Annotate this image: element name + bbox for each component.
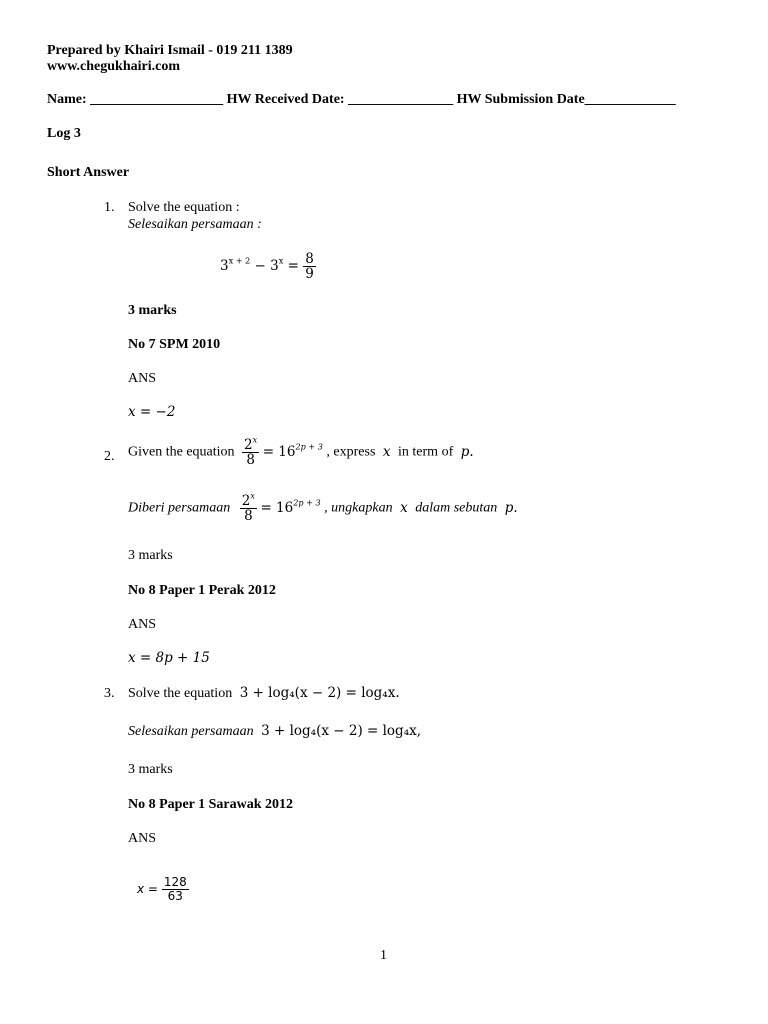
question-3-text-en: Solve the equation 3 + log₄(x − 2) = log₄x. <box>128 685 400 701</box>
question-2-text-en: Given the equation $\frac{2^x}{8}$ = $16^{2p + 3}$ , express x in term of p. <box>128 434 474 469</box>
question-3-source: No 8 Paper 1 Sarawak 2012 <box>128 797 294 812</box>
question-1-ans-label: ANS <box>128 371 157 386</box>
question-2-answer: x = 8p + 15 <box>128 650 210 666</box>
question-2-ans-label: ANS <box>128 617 157 632</box>
question-1-source: No 7 SPM 2010 <box>128 337 221 352</box>
question-3-answer: x = $\frac{128}{63}$ <box>137 875 187 903</box>
question-3-answer-fraction: $\frac{128}{63}$ <box>163 875 187 903</box>
question-2-number: 2. <box>104 449 115 464</box>
question-1-marks: 3 marks <box>128 303 177 318</box>
question-3-number: 3. <box>104 686 115 701</box>
question-1-fraction: $\frac{8}{9}$ <box>305 251 314 283</box>
header-website: www.chegukhairi.com <box>47 59 180 74</box>
question-2-fraction: $\frac{2^x}{8}$ <box>244 434 258 469</box>
question-1-equation: $3^{x + 2} - 3^x$ = $\frac{8}{9}$ <box>220 251 314 283</box>
question-1-answer: x = −2 <box>128 404 176 420</box>
document-title: Log 3 <box>47 126 81 141</box>
question-2-marks: 3 marks <box>128 548 173 563</box>
question-1-text-en: Solve the equation : <box>128 200 240 215</box>
question-3-ans-label: ANS <box>128 831 157 846</box>
section-heading: Short Answer <box>47 165 130 180</box>
question-3-text-ms: Selesaikan persamaan 3 + log₄(x − 2) = log₄x, <box>128 723 422 739</box>
question-1-number: 1. <box>104 200 115 215</box>
question-3-equation-ms: 3 + log₄(x − 2) = log₄x, <box>261 723 422 739</box>
header-form-line: Name: ___________________ HW Received Date: _______________ HW Submission Date_____________ <box>47 92 676 107</box>
page-number: 1 <box>380 948 387 963</box>
question-2-fraction-ms: $\frac{2^x}{8}$ <box>241 490 255 525</box>
question-2-source: No 8 Paper 1 Perak 2012 <box>128 583 276 598</box>
question-2-text-ms: Diberi persamaan $\frac{2^x}{8}$ = $16^{2p + 3}$ , ungkapkan x dalam sebutan p. <box>128 490 518 525</box>
question-3-marks: 3 marks <box>128 762 173 777</box>
question-1-text-ms: Selesaikan persamaan : <box>128 217 262 232</box>
question-3-equation-en: 3 + log₄(x − 2) = log₄x. <box>239 685 400 701</box>
header-prepared-by: Prepared by Khairi Ismail - 019 211 1389 <box>47 43 293 58</box>
